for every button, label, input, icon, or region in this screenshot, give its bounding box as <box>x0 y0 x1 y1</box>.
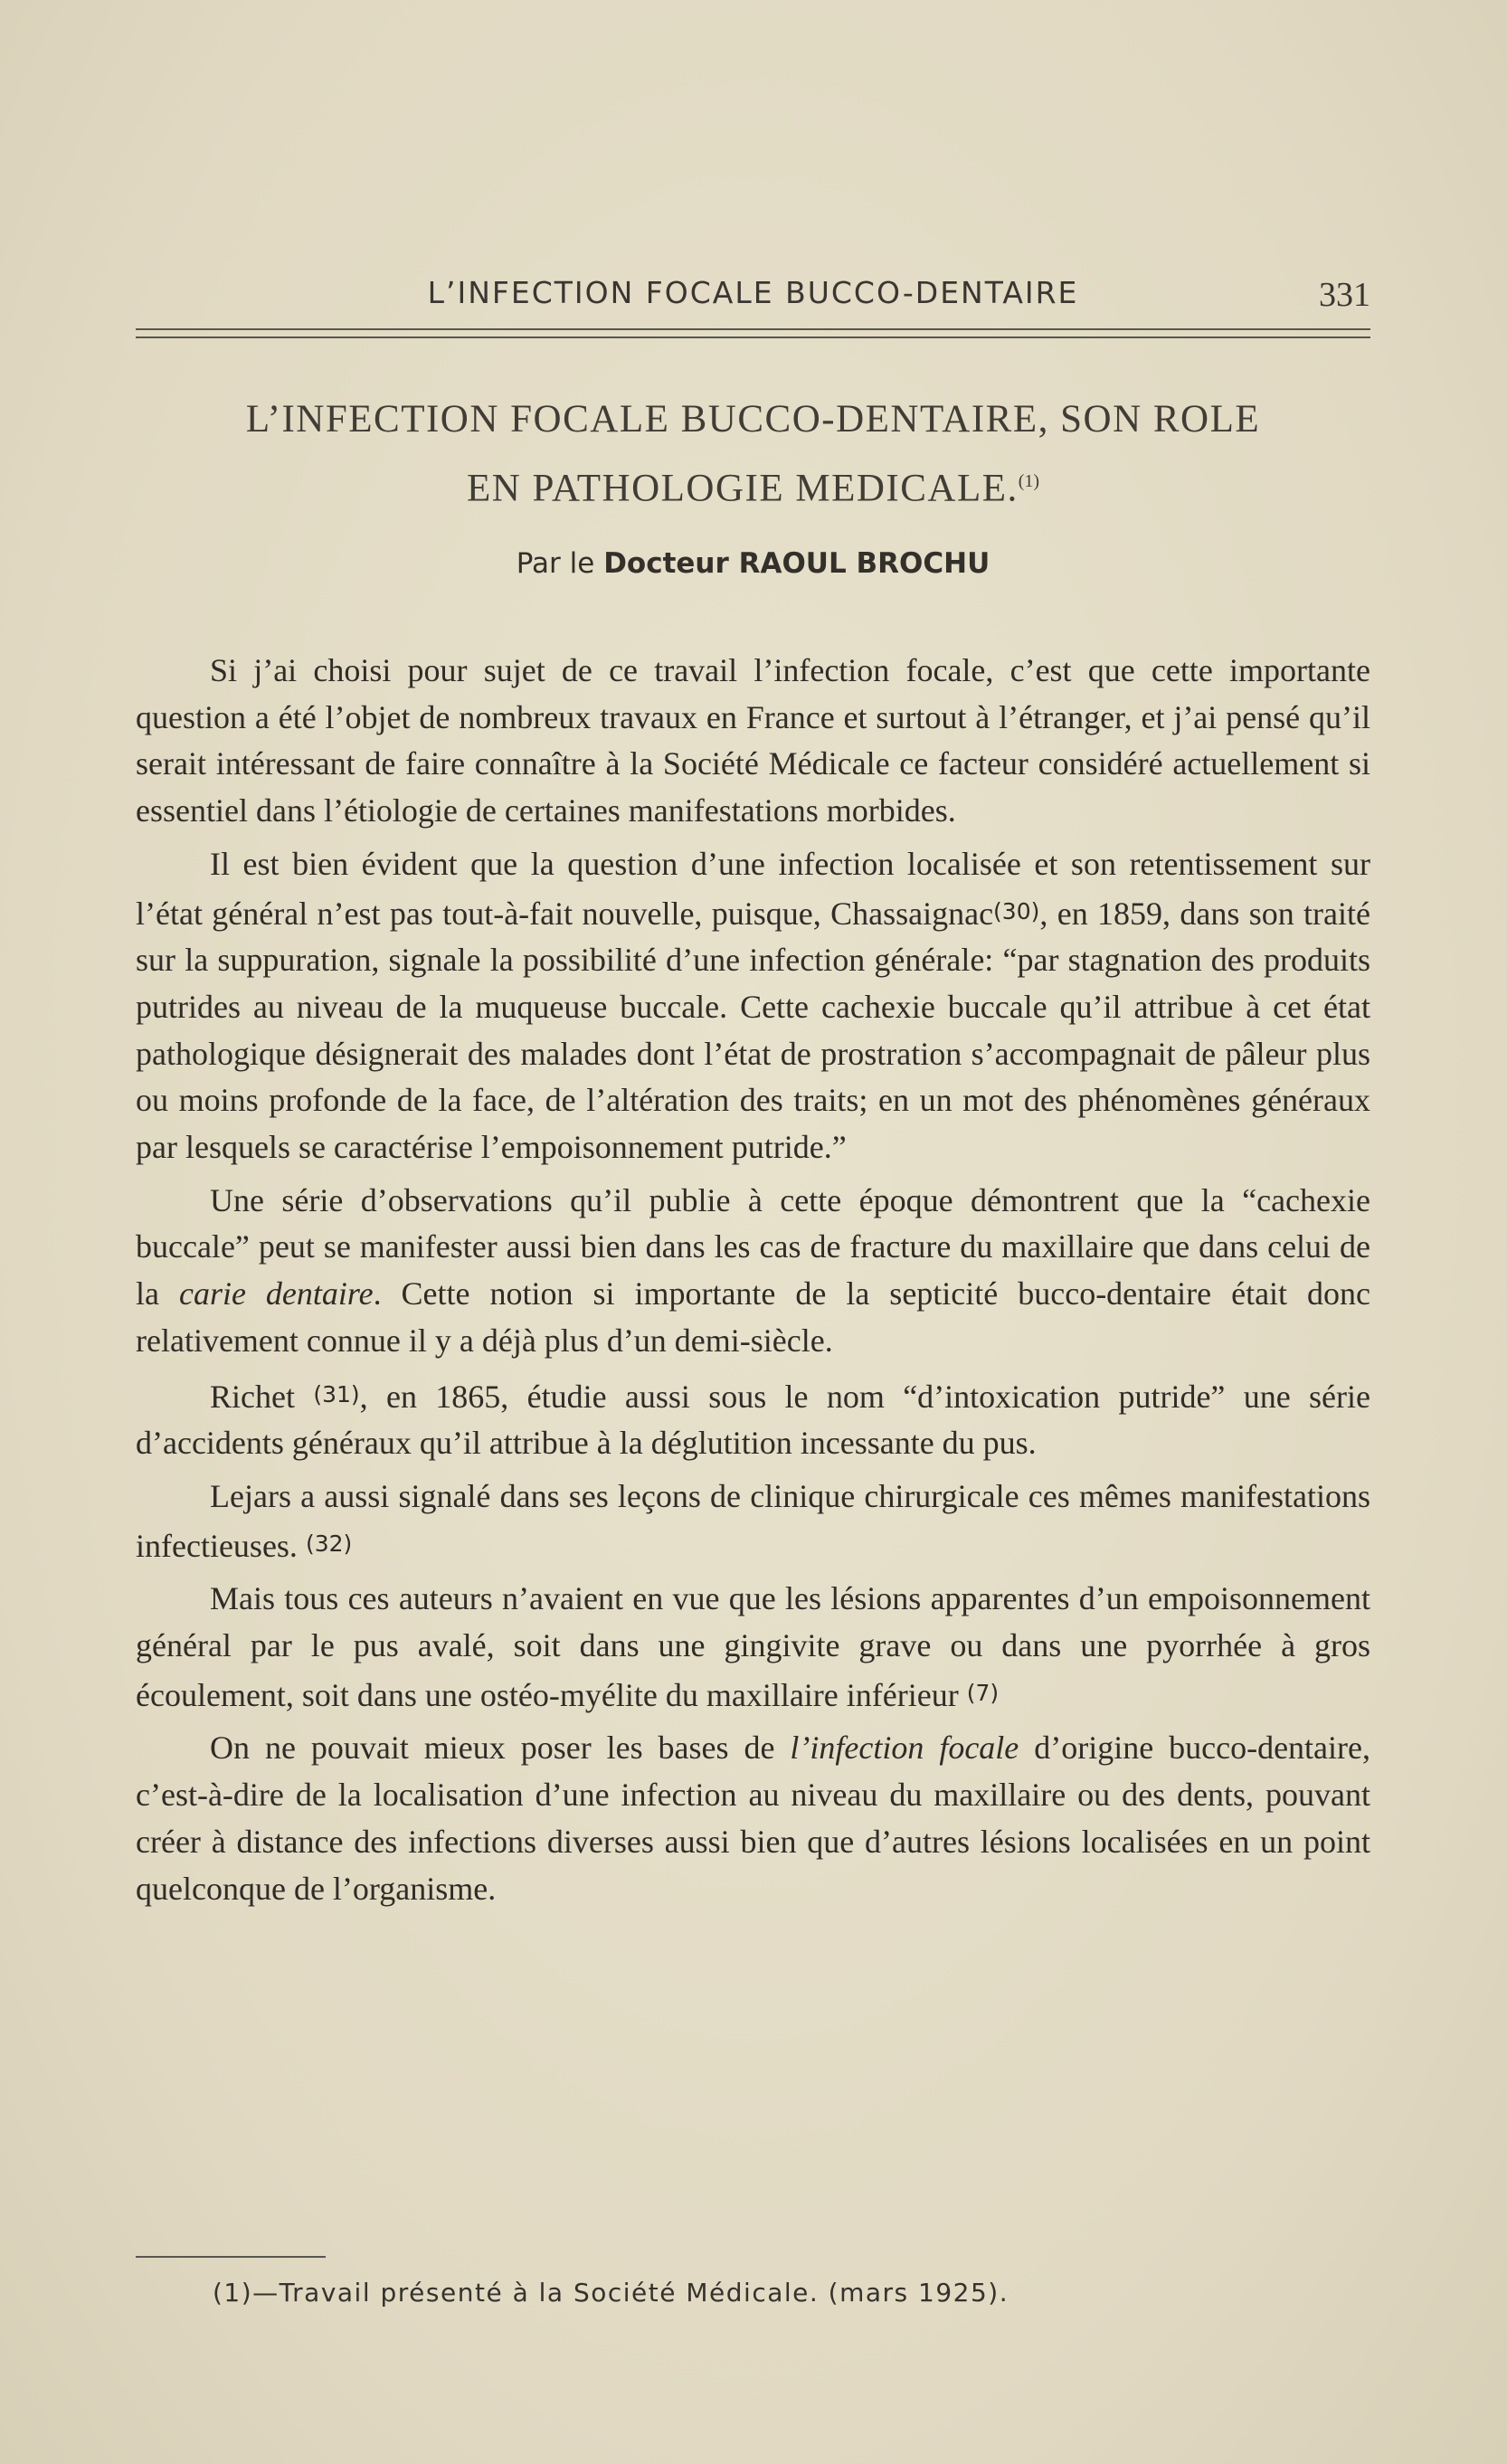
paragraph-7 <box>136 1725 1370 1912</box>
title-line-2-text: EN PATHOLOGIE MEDICALE. <box>466 467 1019 510</box>
paragraph-6 <box>136 1576 1370 1719</box>
title-footnote-mark: (1) <box>1018 471 1040 491</box>
paragraph-3-text-b: . Cette notion si importante de la septicité bucco-dentaire était donc relativement connue il y a déjà plus d’un demi-siècle. <box>136 1275 1371 1359</box>
article-title <box>136 389 1370 519</box>
page-number: 331 <box>1319 276 1370 314</box>
running-head <box>136 268 1370 322</box>
paragraph-7-text-b: d’origine bucco-dentaire, c’est-à-dire de la localisation d’une infection au niveau du maxillaire ou des dents, pouvant créer à distance des infections diverses aussi bien que d’autres lésions localisées en un point quelconque de l’organisme. <box>136 1730 1371 1907</box>
running-title: L’INFECTION FOCALE BUCCO-DENTAIRE <box>427 275 1079 310</box>
paragraph-4 <box>136 1371 1370 1467</box>
paragraph-5-text: Lejars a aussi signalé dans ses leçons de clinique chirurgicale ces mêmes manifestations infectieuses. <box>136 1477 1370 1564</box>
citation-ref-32: (32) <box>305 1530 353 1557</box>
paragraph-3 <box>136 1178 1370 1365</box>
title-line-1: L’INFECTION FOCALE BUCCO-DENTAIRE, SON ROLE <box>245 398 1261 441</box>
paragraph-1: Si j’ai choisi pour sujet de ce travail l’infection focale, c’est que cette importante question a été l’objet de nombreux travaux en France et surtout à l’étranger, et j’ai pensé qu’il serait intéressant de faire connaître à la Société Médicale ce facteur considéré actuellement si essentiel dans l’étiologie de certaines manifestations morbides. <box>136 652 1370 829</box>
title-line-2 <box>136 450 1370 519</box>
paragraph-2-text-a: Il est bien évident que la question d’une infection localisée et son retentissement sur l’état général n’est pas tout-à-fait nouvelle, puisque, Chassaignac <box>136 845 1370 932</box>
paragraph-2-text-b: , en 1859, dans son traité sur la suppuration, signale la possibilité d’une infection générale: “par stagnation des produits putrides au niveau de la muqueuse buccale. Cette cachexie buccale qu’il attribue à cet état pathologique désignerait des malades dont l’état de prostration s’accompagnait de pâleur plus ou moins profonde de la face, de l’altération des traits; en un mot des phénomènes généraux par lesquels se caractérise l’empoisonnement putride.” <box>136 895 1370 1166</box>
paragraph-6-text: Mais tous ces auteurs n’avaient en vue que les lésions apparentes d’un empoisonnement général par le pus avalé, soit dans une gingivite grave ou dans une pyorrhée à gros écoulement, soit dans une ostéo-myélite du maxillaire inférieur <box>136 1580 1370 1713</box>
citation-ref-30: (30) <box>993 897 1040 924</box>
citation-ref-7: (7) <box>966 1679 1000 1706</box>
paragraph-4-text-b: , en 1865, étudie aussi sous le nom “d’intoxication putride” une série d’accidents généraux qu’il attribue à la déglutition incessante du pus. <box>136 1378 1370 1462</box>
paragraph-4-text-a: Richet <box>210 1378 295 1415</box>
paragraph-5 <box>136 1474 1370 1569</box>
byline-author: Docteur RAOUL BROCHU <box>603 547 990 580</box>
paragraph-7-text-a: On ne pouvait mieux poser les bases de <box>210 1730 775 1767</box>
byline-prefix: Par le <box>516 547 595 580</box>
footnote: (1)—Travail présenté à la Société Médicale. (mars 1925). <box>213 2278 1009 2308</box>
paragraph-2 <box>136 841 1370 1171</box>
paragraph-7-italic: l’infection focale <box>790 1730 1019 1767</box>
header-rule-top <box>136 328 1370 330</box>
article-body <box>136 648 1370 1919</box>
citation-ref-31: (31) <box>313 1380 360 1407</box>
paragraph-3-italic: carie dentaire <box>178 1275 374 1313</box>
header-rule-bottom <box>136 336 1370 338</box>
footnote-rule <box>136 2256 326 2258</box>
byline <box>136 547 1370 580</box>
paragraph-3-text-a: Une série d’observations qu’il publie à cette époque démontrent que la “cachexie buccale” peut se manifester aussi bien dans les cas de fracture du maxillaire que dans celui de la <box>136 1181 1370 1313</box>
